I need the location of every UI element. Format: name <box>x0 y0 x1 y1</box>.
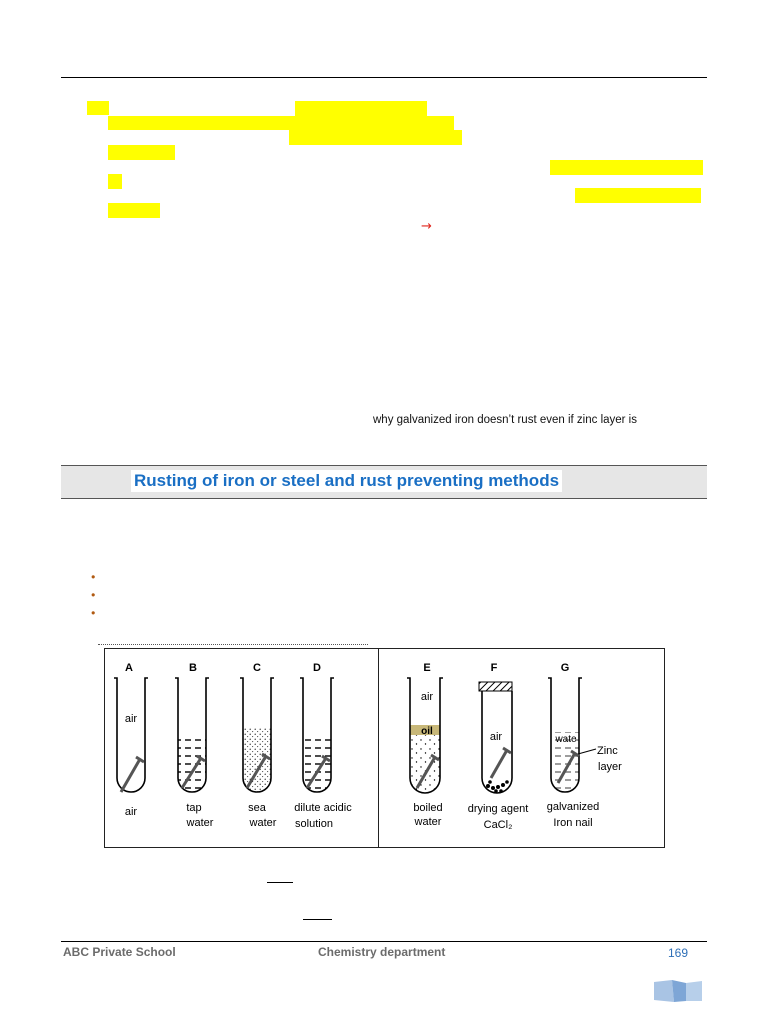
tube-e <box>407 662 443 828</box>
tube-caption: Iron nail <box>553 817 593 829</box>
question-text: why galvanized iron doesn’t rust even if zinc layer is <box>373 414 637 426</box>
tube-caption: galvanized <box>546 801 600 813</box>
answer-blank[interactable] <box>267 882 293 883</box>
tube-caption: CaCl₂ <box>483 819 513 831</box>
bullet-icon: • <box>91 588 96 602</box>
tube-label: D <box>313 662 321 674</box>
bullet-icon: • <box>91 570 96 584</box>
tube-caption: water <box>249 817 277 829</box>
oil-label: oil <box>421 726 433 737</box>
highlight-block <box>87 101 109 115</box>
zinc-layer-label: layer <box>598 761 622 773</box>
highlight-block <box>108 174 122 189</box>
tube-label: E <box>423 662 431 674</box>
tube-g <box>547 662 622 829</box>
highlight-block <box>108 145 175 160</box>
dotted-rule <box>98 644 368 645</box>
tube-caption: drying agent <box>467 803 529 815</box>
section-title: Rusting of iron or steel and rust preventing methods <box>131 470 562 492</box>
tube-label: A <box>125 662 133 674</box>
tube-caption: solution <box>295 818 333 830</box>
tube-label: C <box>253 662 261 674</box>
arrow-right-icon: → <box>421 219 432 234</box>
test-tubes-diagram <box>104 648 664 848</box>
tube-inner-label: air <box>420 691 434 703</box>
highlight-block <box>295 101 427 116</box>
bullet-icon: • <box>91 606 96 620</box>
highlight-block <box>550 160 703 175</box>
answer-blank[interactable] <box>303 919 332 920</box>
tube-label: B <box>189 662 197 674</box>
tube-caption: water <box>414 816 442 828</box>
tube-caption: sea <box>248 802 266 814</box>
tube-d <box>294 662 352 830</box>
tube-label: F <box>490 662 498 674</box>
zinc-layer-label: Zinc <box>597 745 618 757</box>
tube-inner-label: air <box>489 731 503 743</box>
highlight-block <box>575 188 701 203</box>
header-rule <box>61 77 707 78</box>
page-corner-icon <box>652 978 704 1004</box>
footer-school: ABC Private School <box>63 945 176 959</box>
highlight-block <box>289 130 462 145</box>
tube-f <box>468 662 529 831</box>
tube-inner-label: air <box>124 713 138 725</box>
highlight-block <box>108 116 454 130</box>
tube-a <box>114 662 148 818</box>
tube-b <box>175 662 214 829</box>
tube-caption: boiled <box>413 802 443 814</box>
page-number: 169 <box>668 946 689 960</box>
tube-c <box>240 662 277 829</box>
tube-inner-label: wate <box>555 734 577 745</box>
tube-caption: water <box>186 817 214 829</box>
tube-label: G <box>560 662 570 674</box>
tube-caption: tap <box>186 802 202 814</box>
tube-caption: dilute acidic <box>294 802 352 814</box>
tube-caption: air <box>124 806 138 818</box>
footer-rule <box>61 941 707 942</box>
footer-department: Chemistry department <box>318 945 446 959</box>
highlight-block <box>108 203 160 218</box>
